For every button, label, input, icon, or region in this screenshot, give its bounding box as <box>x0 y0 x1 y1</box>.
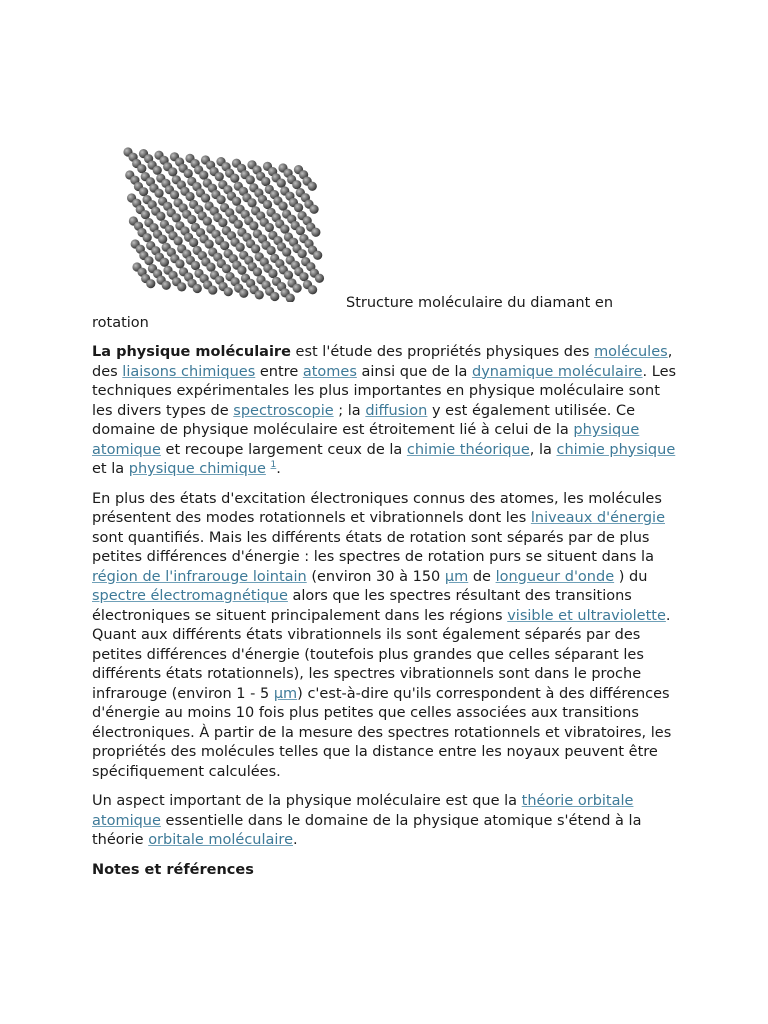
link-infrarouge-lointain[interactable]: région de l'infrarouge lointain <box>92 568 307 585</box>
link-spectre-electromagnetique[interactable]: spectre électromagnétique <box>92 588 288 604</box>
lattice-atom <box>247 198 256 207</box>
link-physique-atomique[interactable]: physique atomique <box>92 422 640 458</box>
lattice-atom <box>177 282 186 291</box>
text-run: . Les techniques expérimentales les plus importantes en physique moléculaire sont les divers types de <box>92 363 677 419</box>
lattice-atom <box>189 238 198 247</box>
lattice-atom <box>292 180 301 189</box>
diamond-lattice-image <box>118 142 328 302</box>
text-run: (environ 30 à 150 <box>306 568 445 585</box>
text-run: y est également utilisée. Ce domaine de physique moléculaire est étroitement lié à celui de la <box>92 402 636 438</box>
lattice-atom <box>298 249 307 258</box>
lattice-atom <box>284 270 293 279</box>
lattice-atom <box>206 262 215 271</box>
lattice-atom <box>263 200 272 209</box>
text-run: est l'étude des propriétés physiques des <box>290 344 595 360</box>
section-heading-notes: Notes et références <box>92 861 254 878</box>
lattice-atom <box>237 266 246 275</box>
lattice-atom <box>315 274 324 283</box>
footnote-ref-1[interactable]: 1 <box>270 460 277 470</box>
paragraph-spectra <box>92 490 682 783</box>
lattice-atom <box>199 170 208 179</box>
lattice-atom <box>172 213 181 222</box>
lattice-atom <box>294 203 303 212</box>
lattice-atom <box>278 201 287 210</box>
lattice-atom <box>308 182 317 191</box>
link-diffusion[interactable]: diffusion <box>365 402 428 419</box>
lattice-atom <box>139 187 148 196</box>
link-atomes[interactable]: atomes <box>302 363 357 380</box>
lattice-atom <box>267 246 276 255</box>
text-run: . <box>293 832 298 848</box>
text-run: . Quant aux différents états vibrationnels ils sont également séparés par des petites différences d'énergie (toutefois plus grandes que celles séparant les différents états rotationnels), les spectres vibrationnels sont dans le proche infrarouge (environ 1 - 5 <box>92 607 671 702</box>
link-molecules[interactable]: molécules <box>594 344 668 360</box>
term-bold: La physique moléculaire <box>92 344 291 360</box>
text-run: ) c'est-à-dire qu'ils correspondent à des différences d'énergie au moins 10 fois plus petites que celles associées aux transitions électroniques. À partir de la mesure des spectres rotationnels et vibratoires, les propriétés des molécules telles que la distance entre les noyaux peuvent être spécifiquement calculées. <box>92 685 672 780</box>
text-run: , la <box>529 441 557 458</box>
lattice-atom <box>232 197 241 206</box>
text-run: ) du <box>614 568 648 585</box>
link-orbitale-moleculaire[interactable]: orbitale moléculaire <box>148 832 293 848</box>
figure-caption <box>92 294 682 333</box>
text-run: , des <box>92 344 673 380</box>
text-run: de <box>468 568 496 585</box>
lattice-atom <box>170 190 179 199</box>
lattice-atom <box>168 167 177 176</box>
lattice-atom <box>175 259 184 268</box>
text-run: ainsi que de la <box>356 363 472 380</box>
lattice-atom <box>201 193 210 202</box>
caption-line-1: Structure moléculaire du diamant en <box>346 295 614 311</box>
link-visible-ultraviolette[interactable]: visible et ultraviolette <box>507 607 666 624</box>
lattice-atom <box>162 281 171 290</box>
lattice-atom <box>184 169 193 178</box>
lattice-atom <box>215 172 224 181</box>
link-micrometre-2[interactable]: µm <box>273 685 298 702</box>
lattice-atom <box>293 284 302 293</box>
link-liaisons-chimiques[interactable]: liaisons chimiques <box>122 363 256 380</box>
lattice-atom <box>193 284 202 293</box>
lattice-atom <box>160 258 169 267</box>
lattice-atom <box>280 224 289 233</box>
lattice-atom <box>185 192 194 201</box>
lattice-atom <box>268 269 277 278</box>
text-run: et la <box>92 461 129 477</box>
lattice-atom <box>222 264 231 273</box>
paragraph-intro <box>92 343 682 480</box>
text-run: Un aspect important de la physique moléculaire est que la <box>92 793 522 809</box>
lattice-atom <box>144 256 153 265</box>
lattice-atom <box>220 241 229 250</box>
lattice-atom <box>203 216 212 225</box>
text-run: alors que les spectres résultant des transitions électroniques se situent principalement dans les régions <box>92 588 632 624</box>
lattice-atom <box>282 247 291 256</box>
lattice-atom <box>146 279 155 288</box>
lattice-atom <box>251 244 260 253</box>
link-physique-chimique[interactable]: physique chimique <box>128 461 266 477</box>
text-run: En plus des états d'excitation électroniques connus des atomes, les molécules présentent des modes rotationnels et vibrationnels dont les <box>92 490 662 526</box>
lattice-atom <box>153 166 162 175</box>
lattice-atom <box>249 221 258 230</box>
lattice-atom <box>311 228 320 237</box>
text-run: et recoupe largement ceux de la <box>160 441 407 458</box>
lattice-atom <box>261 177 270 186</box>
link-micrometre[interactable]: µm <box>444 568 469 585</box>
link-chimie-theorique[interactable]: chimie théorique <box>406 441 530 458</box>
lattice-atom <box>253 267 262 276</box>
article-body <box>92 343 682 890</box>
lattice-atom <box>205 239 214 248</box>
link-spectroscopie[interactable]: spectroscopie <box>233 402 334 419</box>
text-run: entre <box>255 363 303 380</box>
lattice-atom <box>174 236 183 245</box>
lattice-atom <box>137 164 146 173</box>
text-run: essentielle dans le domaine de la physique atomique s'étend à la théorie <box>92 812 642 848</box>
link-longueur-onde[interactable]: longueur d'onde <box>495 568 615 585</box>
lattice-atom <box>230 174 239 183</box>
lattice-atom <box>156 212 165 221</box>
link-niveaux-energie[interactable]: lniveaux d'énergie <box>530 510 665 526</box>
lattice-atom <box>187 215 196 224</box>
lattice-atom <box>191 261 200 270</box>
link-chimie-physique[interactable]: chimie physique <box>556 441 676 458</box>
lattice-atom <box>308 285 317 294</box>
paragraph-orbitals <box>92 792 682 851</box>
caption-line-2: rotation <box>92 314 149 331</box>
lattice-atom <box>143 233 152 242</box>
lattice-atom <box>216 195 225 204</box>
lattice-atom <box>265 223 274 232</box>
lattice-atom <box>299 272 308 281</box>
lattice-atom <box>296 226 305 235</box>
text-run: ; la <box>333 402 366 419</box>
lattice-atom <box>141 210 150 219</box>
lattice-atom <box>309 205 318 214</box>
text-run: sont quantifiés. Mais les différents états de rotation sont séparés par de plus petites différences d'énergie : les spectres de rotation purs se situent dans la <box>92 529 654 565</box>
diamond-lattice-svg <box>118 142 328 302</box>
link-dynamique-moleculaire[interactable]: dynamique moléculaire <box>471 363 643 380</box>
lattice-atom <box>158 235 167 244</box>
lattice-atom <box>234 220 243 229</box>
lattice-atom <box>154 189 163 198</box>
lattice-atom <box>236 243 245 252</box>
text-run: . <box>276 461 281 477</box>
lattice-atom <box>313 251 322 260</box>
link-theorie-orbitale-atomique[interactable]: théorie orbitale atomique <box>92 793 634 829</box>
lattice-atom <box>246 175 255 184</box>
lattice-atom <box>218 218 227 227</box>
lattice-atom <box>277 178 286 187</box>
